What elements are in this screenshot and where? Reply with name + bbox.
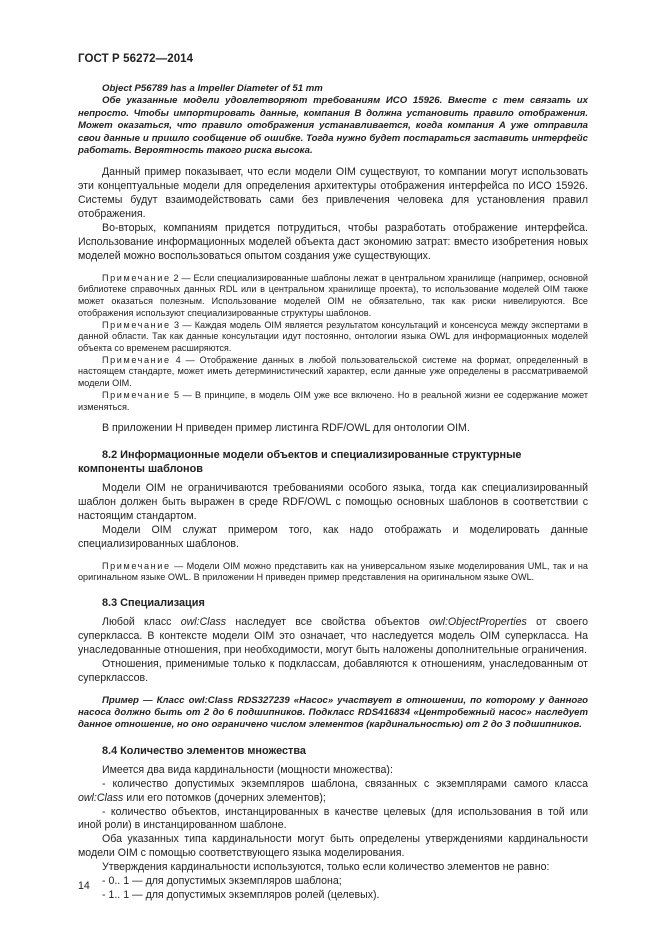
list-item [78, 778, 588, 806]
note-5 [78, 390, 588, 413]
list-item: - 0.. 1 — для допустимых экземпляров шаблона; [102, 875, 342, 888]
paragraph: Имеется два вида кардинальности (мощности множества): [102, 763, 393, 776]
page-number: 14 [78, 880, 90, 892]
paragraph: Модели OIM служат примером того, как надо отображать и моделировать данные специализированных шаблонов. [78, 523, 588, 550]
text-run: от своего суперкласса. В контексте модели OIM это означает, что наследуется модель OIM суперкласса. На унаследованные отношения, при необходимости, могут быть наложены дополнительные ограничения. [78, 616, 588, 656]
term-owl-class: owl:Class [78, 791, 124, 804]
note-8-2 [78, 561, 588, 584]
note-label: Примечание [102, 560, 171, 571]
paragraph: В приложении Н приведен пример листинга RDF/OWL для онтологии OIM. [102, 422, 470, 435]
note-label: Примечание [102, 319, 171, 330]
note-2 [78, 273, 588, 320]
note-text: 3 — Каждая модель OIM является результатом консультаций и консенсуса между экспертами в данной области. Так как данные консультации идут постоянно, онтологии языка OWL для информационных моделей объекта со временем расширяются. [78, 319, 588, 353]
example-pump: Пример — Класс owl:Class RDS327239 «Насос» участвует в отношении, по которому у данного насоса должно быть от 2 до 6 подшипников. Подкласс RDS416834 «Центробежный насос» наследует данное отношение, но оно ограничено числом элементов (кардинальностью) от 2 до 3 подшипников. [78, 694, 588, 731]
paragraph: Модели OIM не ограничиваются требованиями особого языка, тогда как специализированный шаблон должен быть выражен в среде RDF/OWL с помощью основных шаблонов в соответствии с настоящим стандартом. [78, 482, 588, 522]
term-owl-class: owl:Class [180, 616, 227, 629]
note-4 [78, 355, 588, 390]
section-heading-8-3: 8.3 Специализация [102, 597, 205, 610]
paragraph: Утверждения кардинальности используются, только если количество элементов не равно: [102, 861, 550, 874]
text-run: - количество допустимых экземпляров шаблона, связанных с экземплярами самого класса [102, 777, 588, 790]
term-owl-object-properties: owl:ObjectProperties [429, 616, 527, 629]
standard-header: ГОСТ Р 56272—2014 [78, 53, 194, 65]
example-explanation: Обе указанные модели удовлетворяют требованиям ИСО 15926. Вместе с тем связать их непросто. Чтобы импортировать данные, компания В должна установить правило отображения. Может оказаться, что правило отображения устанавливается, когда компания А уже отправила свои данные и пришло сообщение об ошибке. Тогда нужно будет постараться заставить интерфейс работать. Вероятность такого риска высока. [78, 95, 588, 157]
text-run: или его потомков (дочерних элементов); [123, 791, 326, 804]
note-text: 5 — В принципе, в модель OIM уже все включено. Но в реальной жизни ее содержание может изменяться. [78, 389, 588, 412]
paragraph-specialization [78, 616, 588, 658]
page-content [78, 83, 588, 903]
note-text: 2 — Если специализированные шаблоны лежат в центральном хранилище (например, основной библиотеке справочных данных RDL или в центральном хранилище проекта), то использование моделей OIM также может оказаться полезным. Использование моделей OIM не обязательно, так как риски нивелируются. Все отображения используют специализированные структуры шаблонов. [78, 272, 588, 318]
list-item: - количество объектов, инстанцированных в качестве целевых (для использования в той или иной роли) в инстанцированном шаблоне. [78, 805, 588, 832]
text-run: Любой класс [102, 616, 181, 629]
note-label: Примечание [102, 272, 171, 283]
note-text: 4 — Отображение данных в любой пользовательской системе на формат, определенный в настоящем стандарте, может иметь детерминистический характер, если данные уже определены в рассматриваемой модели OIM. [78, 354, 588, 389]
note-text: — Модели OIM можно представить как на универсальном языке моделирования UML, так и на оригинальном языке OWL. В приложении Н приведен пример представления на оригинальном языке OWL. [78, 560, 588, 583]
text-run: наследует все свойства объектов [226, 616, 430, 629]
example-object-line: Object P56789 has a Impeller Diameter of 51 mm [102, 83, 323, 94]
paragraph: Оба указанных типа кардинальности могут быть определены утверждениями кардинальности модели OIM с помощью соответствующего языка моделирования. [78, 833, 588, 860]
paragraph: Во-вторых, компаниям придется потрудиться, чтобы разработать отображение интерфейса. Использование информационных моделей объекта даст экономию затрат: вместо изобретения новых моделей можно воспользоваться опытом создания уже существующих. [78, 222, 588, 262]
note-label: Примечание [102, 389, 171, 400]
paragraph: Отношения, применимые только к подклассам, добавляются к отношениям, унаследованным от суперклассов. [78, 657, 588, 684]
section-heading-8-2: 8.2 Информационные модели объектов и специализированные структурные компоненты шаблонов [78, 449, 522, 476]
note-label: Примечание [102, 354, 171, 365]
section-heading-8-4: 8.4 Количество элементов множества [102, 744, 306, 757]
note-3 [78, 320, 588, 355]
list-item: - 1.. 1 — для допустимых экземпляров ролей (целевых). [102, 888, 380, 901]
paragraph: Данный пример показывает, что если модели OIM существуют, то компании могут использовать эти концептуальные модели для определения архитектуры отображения интерфейса по ИСО 15926. Системы будут взаимодействовать сами без привлечения человека для установления правил отображения. [78, 166, 588, 221]
